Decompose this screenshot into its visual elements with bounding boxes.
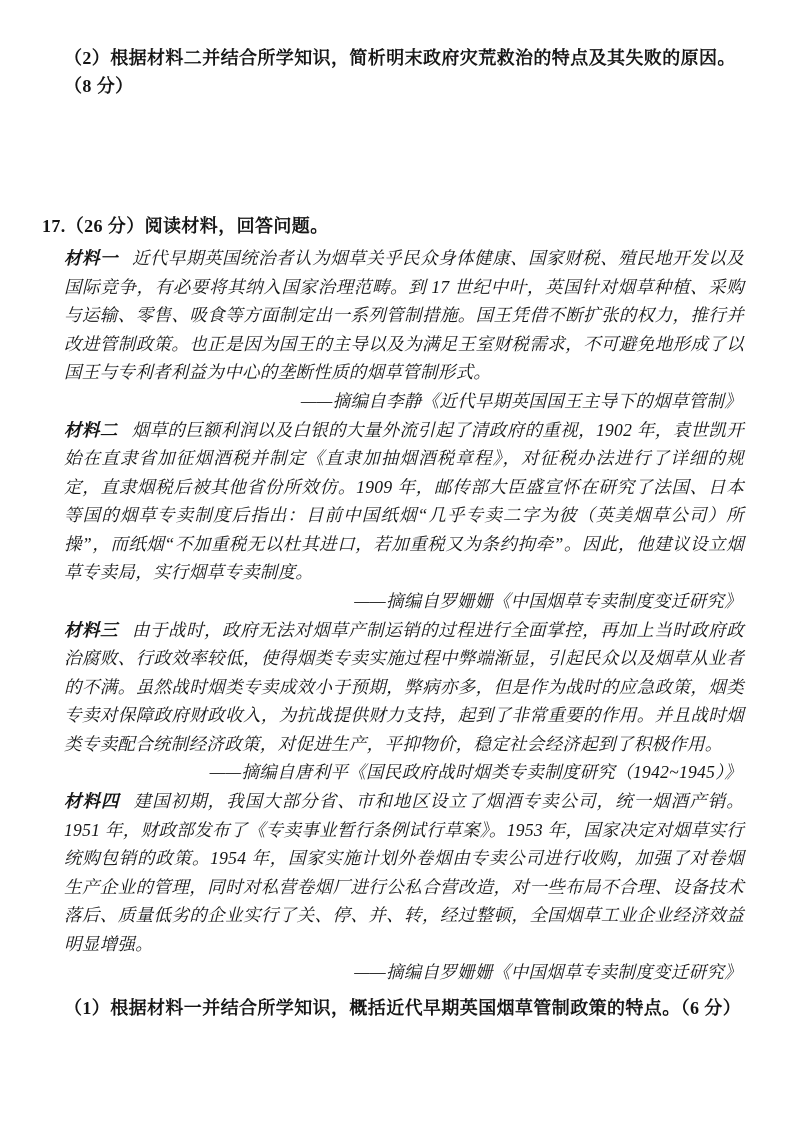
material-two-paragraph xyxy=(64,416,744,587)
material-three-paragraph xyxy=(64,616,744,759)
material-four-block xyxy=(42,787,744,987)
material-one-paragraph xyxy=(64,244,744,387)
material-three-block xyxy=(42,616,744,788)
material-four-label: 材料四 xyxy=(64,791,120,811)
material-one-label: 材料一 xyxy=(64,248,119,268)
material-two-source: ——摘编自罗姗姗《中国烟草专卖制度变迁研究》 xyxy=(354,590,742,611)
question-16-part2: （2）根据材料二并结合所学知识，简析明末政府灾荒救治的特点及其失败的原因。（8 分） xyxy=(64,48,736,96)
question-17-header: 17.（26 分）阅读材料，回答问题。 xyxy=(42,216,329,236)
material-two-text: 烟草的巨额利润以及白银的大量外流引起了清政府的重视，1902 年，袁世凯开始在直隶省加征烟酒税并制定《直隶加抽烟酒税章程》，对征税办法进行了详细的规定，直隶烟税后被其他省份所效仿。1909 年，邮传部大臣盛宣怀在研究了法国、日本等国的烟草专卖制度后指出：目前中国纸烟“几乎专卖二字为彼（英美烟草公司）所操”，而纸烟“不加重税无以杜其进口，若加重税又为条约拘牵”。因此，他建议设立烟草专卖局，实行烟草专卖制度。 xyxy=(64,419,744,582)
material-two-label: 材料二 xyxy=(64,419,118,440)
question-17-part1: （1）根据材料一并结合所学知识，概括近代早期英国烟草管制政策的特点。（6 分） xyxy=(64,998,742,1018)
material-one-text: 近代早期英国统治者认为烟草关乎民众身体健康、国家财税、殖民地开发以及国际竞争，有必要将其纳入国家治理范畴。到 17 世纪中叶，英国针对烟草种植、采购与运输、零售、吸食等方面制定出一系列管制措施。国王凭借不断扩张的权力，推行并改进管制政策。也正是因为国王的主导以及为满足王室财税需求，不可避免地形成了以国王与专利者利益为中心的垄断性质的烟草管制形式。 xyxy=(64,248,744,382)
material-three-source: ——摘编自唐利平《国民政府战时烟类专卖制度研究（1942~1945）》 xyxy=(209,762,742,782)
material-three-label: 材料三 xyxy=(64,619,119,640)
material-one-block xyxy=(42,244,744,416)
material-four-text: 建国初期，我国大部分省、市和地区设立了烟酒专卖公司，统一烟酒产销。1951 年，财政部发布了《专卖事业暂行条例试行草案》。1953 年，国家决定对烟草实行统购包销的政策。1954 年，国家实施计划外卷烟由专卖公司进行收购，加强了对卷烟生产企业的管理，同时对私营卷烟厂进行公私合营改造，对一些布局不合理、设备技术落后、质量低劣的企业实行了关、停、并、转，经过整顿，全国烟草工业企业经济效益明显增强。 xyxy=(64,791,744,954)
material-four-source: ——摘编自罗姗姗《中国烟草专卖制度变迁研究》 xyxy=(354,962,742,982)
material-three-text: 由于战时，政府无法对烟草产制运销的过程进行全面掌控，再加上当时政府政治腐败、行政效率较低，使得烟类专卖实施过程中弊端渐显，引起民众以及烟草从业者的不满。虽然战时烟类专卖成效小于预期，弊病亦多，但是作为战时的应急政策，烟类专卖对保障政府财政收入，为抗战提供财力支持，起到了非常重要的作用。并且战时烟类专卖配合统制经济政策，对促进生产，平抑物价，稳定社会经济起到了积极作用。 xyxy=(64,619,744,754)
material-four-paragraph xyxy=(64,787,744,958)
material-one-source: ——摘编自李静《近代早期英国国王主导下的烟草管制》 xyxy=(300,390,742,411)
material-two-block xyxy=(42,416,744,616)
